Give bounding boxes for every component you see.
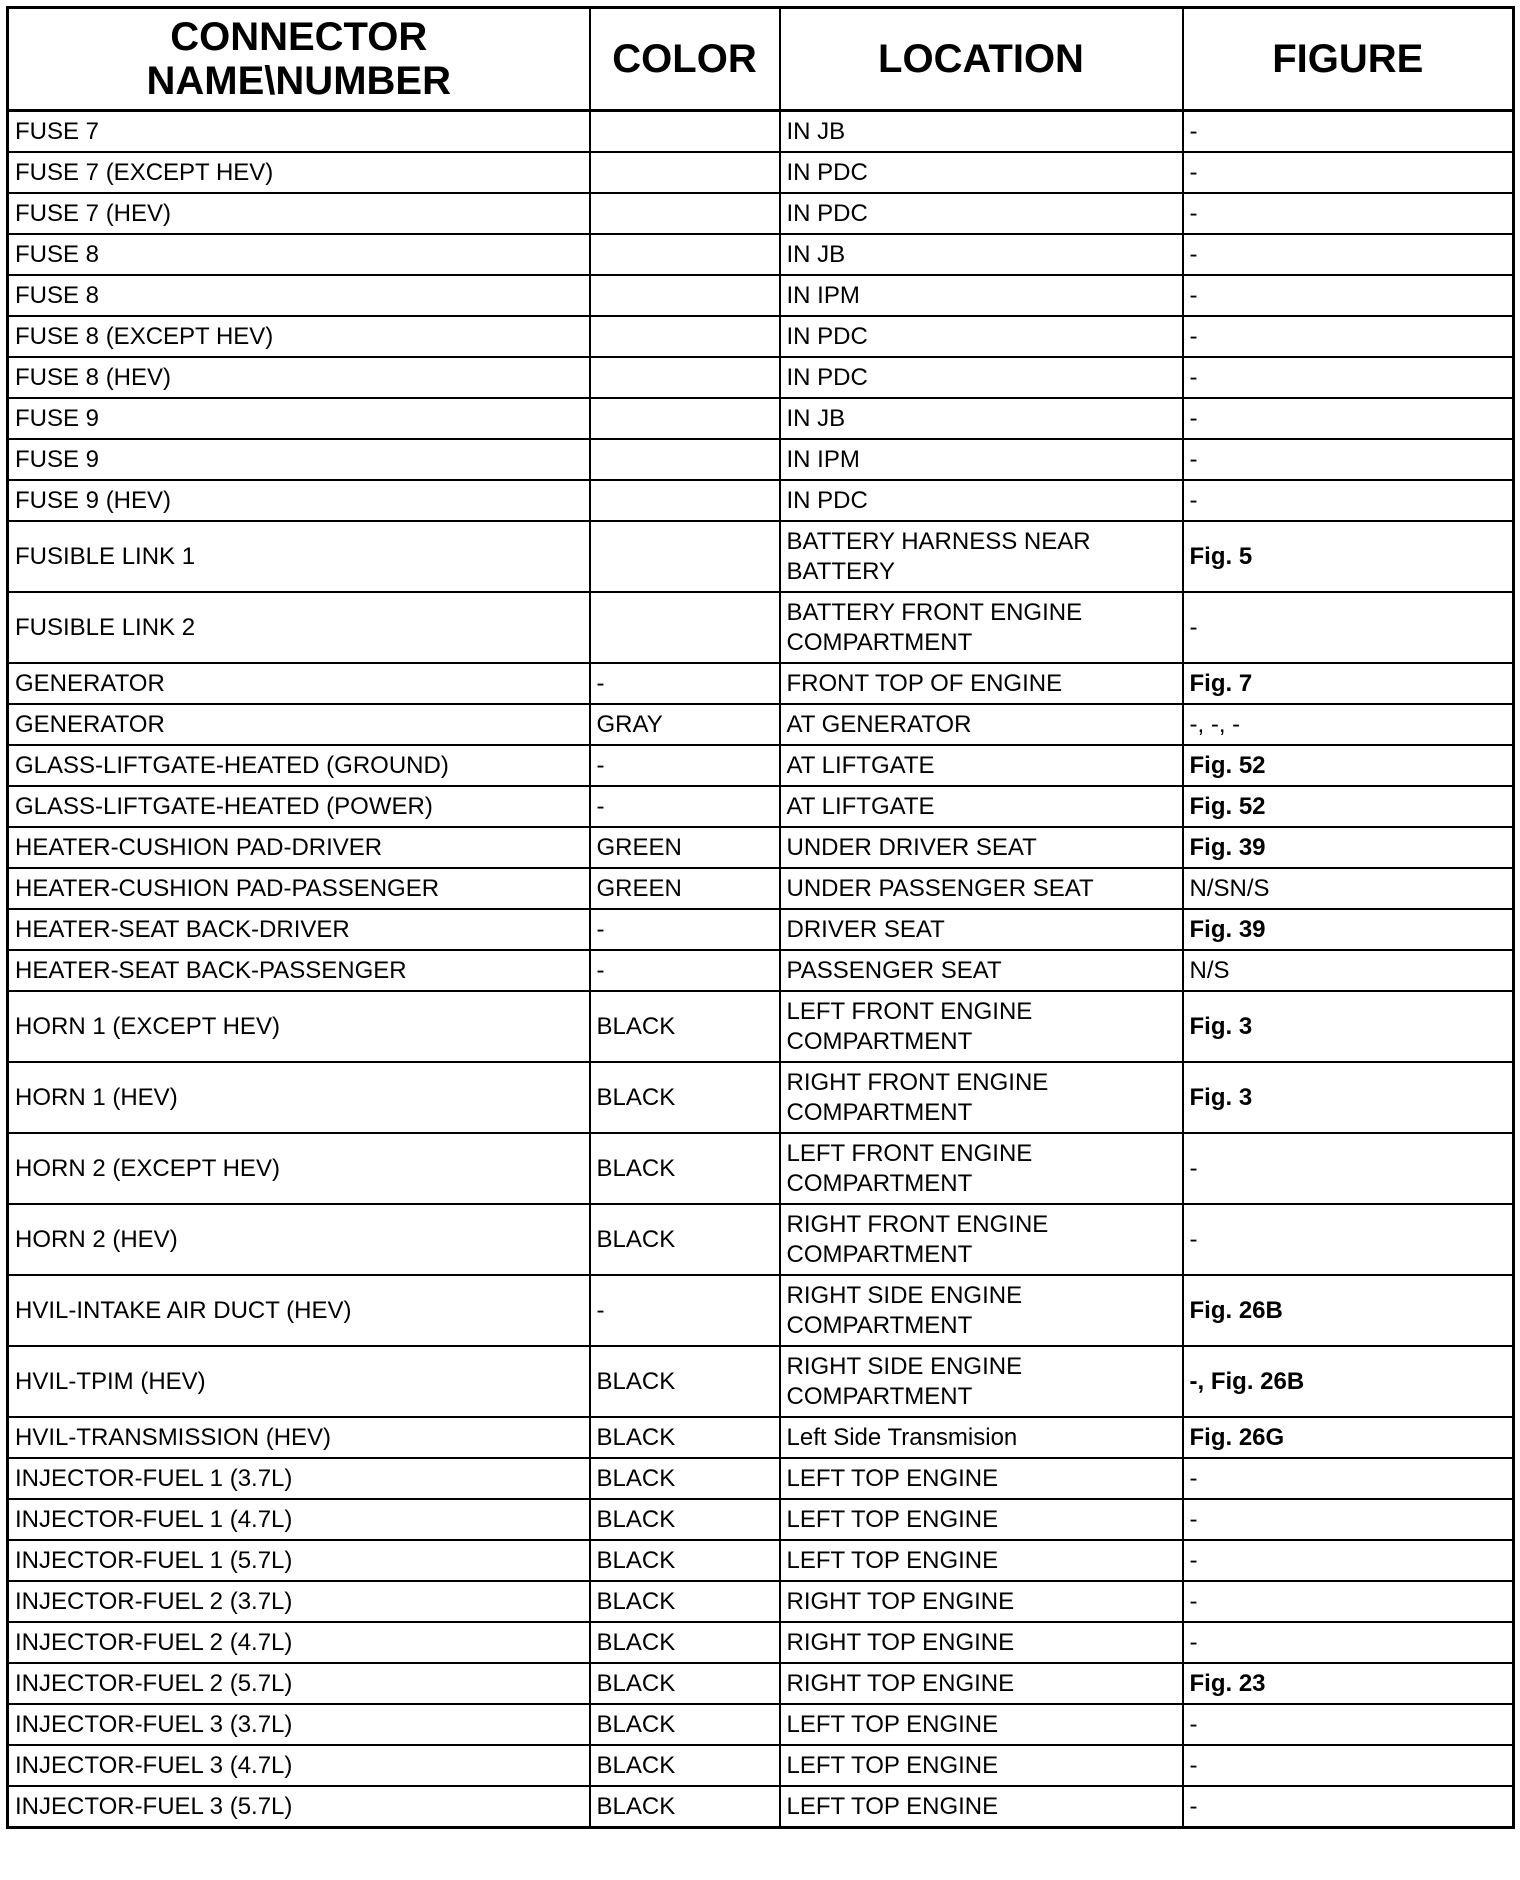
figure-cell: Fig. 7 [1183, 663, 1514, 704]
table-row [8, 480, 1514, 521]
table-row [8, 1417, 1514, 1458]
table-row [8, 827, 1514, 868]
figure-cell: - [1183, 275, 1514, 316]
figure-cell: - [1183, 1499, 1514, 1540]
header-location: LOCATION [780, 8, 1183, 111]
table-row [8, 1581, 1514, 1622]
location-cell: UNDER PASSENGER SEAT [780, 868, 1183, 909]
figure-cell: -, -, - [1183, 704, 1514, 745]
figure-cell: - [1183, 1133, 1514, 1204]
figure-cell: Fig. 3 [1183, 991, 1514, 1062]
color-cell: BLACK [590, 1663, 780, 1704]
connector-name-cell: FUSIBLE LINK 1 [8, 521, 590, 592]
table-row [8, 1540, 1514, 1581]
color-cell: GRAY [590, 704, 780, 745]
location-cell: FRONT TOP OF ENGINE [780, 663, 1183, 704]
table-row [8, 1663, 1514, 1704]
figure-cell: - [1183, 439, 1514, 480]
color-cell: BLACK [590, 1786, 780, 1828]
figure-cell: - [1183, 1540, 1514, 1581]
figure-cell: - [1183, 316, 1514, 357]
color-cell [590, 480, 780, 521]
connector-name-cell: INJECTOR-FUEL 2 (5.7L) [8, 1663, 590, 1704]
connector-table [6, 6, 1515, 1829]
location-cell: LEFT FRONT ENGINE COMPARTMENT [780, 991, 1183, 1062]
color-cell: - [590, 786, 780, 827]
connector-name-cell: FUSE 7 [8, 111, 590, 153]
figure-cell: - [1183, 592, 1514, 663]
location-cell: Left Side Transmision [780, 1417, 1183, 1458]
figure-cell: Fig. 23 [1183, 1663, 1514, 1704]
connector-name-cell: GLASS-LIFTGATE-HEATED (POWER) [8, 786, 590, 827]
color-cell: BLACK [590, 1499, 780, 1540]
color-cell [590, 193, 780, 234]
location-cell: LEFT TOP ENGINE [780, 1704, 1183, 1745]
location-cell: IN IPM [780, 275, 1183, 316]
location-cell: AT GENERATOR [780, 704, 1183, 745]
table-row [8, 868, 1514, 909]
location-cell: LEFT FRONT ENGINE COMPARTMENT [780, 1133, 1183, 1204]
connector-name-cell: HEATER-CUSHION PAD-DRIVER [8, 827, 590, 868]
color-cell [590, 275, 780, 316]
color-cell [590, 439, 780, 480]
connector-name-cell: FUSE 7 (HEV) [8, 193, 590, 234]
table-row [8, 111, 1514, 153]
figure-cell: Fig. 3 [1183, 1062, 1514, 1133]
connector-name-cell: HORN 1 (EXCEPT HEV) [8, 991, 590, 1062]
color-cell: - [590, 909, 780, 950]
figure-cell: Fig. 26B [1183, 1275, 1514, 1346]
table-row [8, 398, 1514, 439]
header-figure: FIGURE [1183, 8, 1514, 111]
figure-cell: - [1183, 193, 1514, 234]
table-row [8, 521, 1514, 592]
connector-name-cell: INJECTOR-FUEL 1 (5.7L) [8, 1540, 590, 1581]
table-row [8, 1204, 1514, 1275]
color-cell: BLACK [590, 991, 780, 1062]
header-color: COLOR [590, 8, 780, 111]
figure-cell: -, Fig. 26B [1183, 1346, 1514, 1417]
location-cell: IN PDC [780, 480, 1183, 521]
location-cell: BATTERY HARNESS NEAR BATTERY [780, 521, 1183, 592]
connector-name-cell: FUSE 9 [8, 439, 590, 480]
table-row [8, 1704, 1514, 1745]
connector-name-cell: INJECTOR-FUEL 3 (4.7L) [8, 1745, 590, 1786]
table-row [8, 1458, 1514, 1499]
table-row [8, 1346, 1514, 1417]
table-row [8, 1062, 1514, 1133]
header-connector-name: CONNECTOR NAME\NUMBER [8, 8, 590, 111]
table-row [8, 275, 1514, 316]
figure-cell: - [1183, 1704, 1514, 1745]
table-header [8, 8, 1514, 111]
table-body [8, 111, 1514, 1828]
connector-name-cell: FUSE 8 [8, 275, 590, 316]
figure-cell: N/S [1183, 950, 1514, 991]
location-cell: IN JB [780, 111, 1183, 153]
connector-name-cell: HVIL-INTAKE AIR DUCT (HEV) [8, 1275, 590, 1346]
connector-name-cell: GENERATOR [8, 663, 590, 704]
location-cell: LEFT TOP ENGINE [780, 1458, 1183, 1499]
table-row [8, 152, 1514, 193]
color-cell: GREEN [590, 827, 780, 868]
connector-name-cell: FUSIBLE LINK 2 [8, 592, 590, 663]
connector-name-cell: HEATER-CUSHION PAD-PASSENGER [8, 868, 590, 909]
location-cell: IN PDC [780, 152, 1183, 193]
table-row [8, 1499, 1514, 1540]
connector-name-cell: FUSE 8 [8, 234, 590, 275]
color-cell [590, 234, 780, 275]
header-row [8, 8, 1514, 111]
color-cell: BLACK [590, 1458, 780, 1499]
connector-name-cell: GLASS-LIFTGATE-HEATED (GROUND) [8, 745, 590, 786]
connector-name-cell: FUSE 7 (EXCEPT HEV) [8, 152, 590, 193]
table-row [8, 1786, 1514, 1828]
color-cell: BLACK [590, 1745, 780, 1786]
table-row [8, 439, 1514, 480]
location-cell: IN IPM [780, 439, 1183, 480]
color-cell [590, 316, 780, 357]
connector-name-cell: FUSE 8 (HEV) [8, 357, 590, 398]
connector-name-cell: INJECTOR-FUEL 1 (3.7L) [8, 1458, 590, 1499]
table-row [8, 1745, 1514, 1786]
table-row [8, 704, 1514, 745]
location-cell: LEFT TOP ENGINE [780, 1499, 1183, 1540]
color-cell: BLACK [590, 1417, 780, 1458]
figure-cell: - [1183, 234, 1514, 275]
connector-name-cell: HVIL-TRANSMISSION (HEV) [8, 1417, 590, 1458]
location-cell: IN PDC [780, 357, 1183, 398]
table-row [8, 357, 1514, 398]
color-cell: - [590, 663, 780, 704]
location-cell: BATTERY FRONT ENGINE COMPARTMENT [780, 592, 1183, 663]
location-cell: RIGHT SIDE ENGINE COMPARTMENT [780, 1346, 1183, 1417]
color-cell: BLACK [590, 1133, 780, 1204]
color-cell: BLACK [590, 1581, 780, 1622]
color-cell: - [590, 745, 780, 786]
connector-name-cell: FUSE 9 [8, 398, 590, 439]
table-row [8, 991, 1514, 1062]
connector-name-cell: GENERATOR [8, 704, 590, 745]
table-row [8, 909, 1514, 950]
figure-cell: - [1183, 1745, 1514, 1786]
figure-cell: - [1183, 111, 1514, 153]
location-cell: LEFT TOP ENGINE [780, 1540, 1183, 1581]
table-row [8, 193, 1514, 234]
figure-cell: Fig. 39 [1183, 827, 1514, 868]
figure-cell: - [1183, 1458, 1514, 1499]
connector-name-cell: INJECTOR-FUEL 3 (5.7L) [8, 1786, 590, 1828]
connector-name-cell: INJECTOR-FUEL 2 (4.7L) [8, 1622, 590, 1663]
location-cell: RIGHT SIDE ENGINE COMPARTMENT [780, 1275, 1183, 1346]
location-cell: LEFT TOP ENGINE [780, 1745, 1183, 1786]
location-cell: IN JB [780, 398, 1183, 439]
color-cell: BLACK [590, 1622, 780, 1663]
color-cell: - [590, 950, 780, 991]
color-cell: BLACK [590, 1346, 780, 1417]
table-row [8, 1133, 1514, 1204]
location-cell: AT LIFTGATE [780, 745, 1183, 786]
connector-name-cell: FUSE 8 (EXCEPT HEV) [8, 316, 590, 357]
color-cell: BLACK [590, 1204, 780, 1275]
table-row [8, 316, 1514, 357]
color-cell [590, 398, 780, 439]
location-cell: PASSENGER SEAT [780, 950, 1183, 991]
table-row [8, 950, 1514, 991]
color-cell [590, 521, 780, 592]
table-row [8, 1622, 1514, 1663]
color-cell: BLACK [590, 1062, 780, 1133]
figure-cell: - [1183, 1786, 1514, 1828]
connector-name-cell: FUSE 9 (HEV) [8, 480, 590, 521]
connector-name-cell: HEATER-SEAT BACK-PASSENGER [8, 950, 590, 991]
table-row [8, 1275, 1514, 1346]
figure-cell: - [1183, 480, 1514, 521]
figure-cell: - [1183, 1581, 1514, 1622]
figure-cell: Fig. 5 [1183, 521, 1514, 592]
figure-cell: Fig. 39 [1183, 909, 1514, 950]
table-row [8, 663, 1514, 704]
color-cell: BLACK [590, 1704, 780, 1745]
location-cell: UNDER DRIVER SEAT [780, 827, 1183, 868]
figure-cell: - [1183, 357, 1514, 398]
connector-name-cell: HEATER-SEAT BACK-DRIVER [8, 909, 590, 950]
connector-name-cell: HORN 1 (HEV) [8, 1062, 590, 1133]
figure-cell: - [1183, 1622, 1514, 1663]
location-cell: IN PDC [780, 316, 1183, 357]
figure-cell: Fig. 52 [1183, 786, 1514, 827]
connector-name-cell: HORN 2 (EXCEPT HEV) [8, 1133, 590, 1204]
connector-name-cell: INJECTOR-FUEL 1 (4.7L) [8, 1499, 590, 1540]
location-cell: RIGHT TOP ENGINE [780, 1622, 1183, 1663]
color-cell [590, 357, 780, 398]
figure-cell: - [1183, 398, 1514, 439]
table-row [8, 786, 1514, 827]
color-cell: GREEN [590, 868, 780, 909]
color-cell [590, 111, 780, 153]
location-cell: IN PDC [780, 193, 1183, 234]
connector-name-cell: INJECTOR-FUEL 3 (3.7L) [8, 1704, 590, 1745]
connector-name-cell: HORN 2 (HEV) [8, 1204, 590, 1275]
figure-cell: N/SN/S [1183, 868, 1514, 909]
location-cell: RIGHT TOP ENGINE [780, 1581, 1183, 1622]
color-cell [590, 152, 780, 193]
table-row [8, 745, 1514, 786]
color-cell: BLACK [590, 1540, 780, 1581]
location-cell: RIGHT TOP ENGINE [780, 1663, 1183, 1704]
location-cell: RIGHT FRONT ENGINE COMPARTMENT [780, 1204, 1183, 1275]
table-row [8, 592, 1514, 663]
location-cell: DRIVER SEAT [780, 909, 1183, 950]
location-cell: RIGHT FRONT ENGINE COMPARTMENT [780, 1062, 1183, 1133]
connector-name-cell: INJECTOR-FUEL 2 (3.7L) [8, 1581, 590, 1622]
connector-name-cell: HVIL-TPIM (HEV) [8, 1346, 590, 1417]
figure-cell: - [1183, 152, 1514, 193]
color-cell [590, 592, 780, 663]
figure-cell: Fig. 26G [1183, 1417, 1514, 1458]
location-cell: LEFT TOP ENGINE [780, 1786, 1183, 1828]
location-cell: IN JB [780, 234, 1183, 275]
color-cell: - [590, 1275, 780, 1346]
figure-cell: Fig. 52 [1183, 745, 1514, 786]
figure-cell: - [1183, 1204, 1514, 1275]
location-cell: AT LIFTGATE [780, 786, 1183, 827]
table-row [8, 234, 1514, 275]
